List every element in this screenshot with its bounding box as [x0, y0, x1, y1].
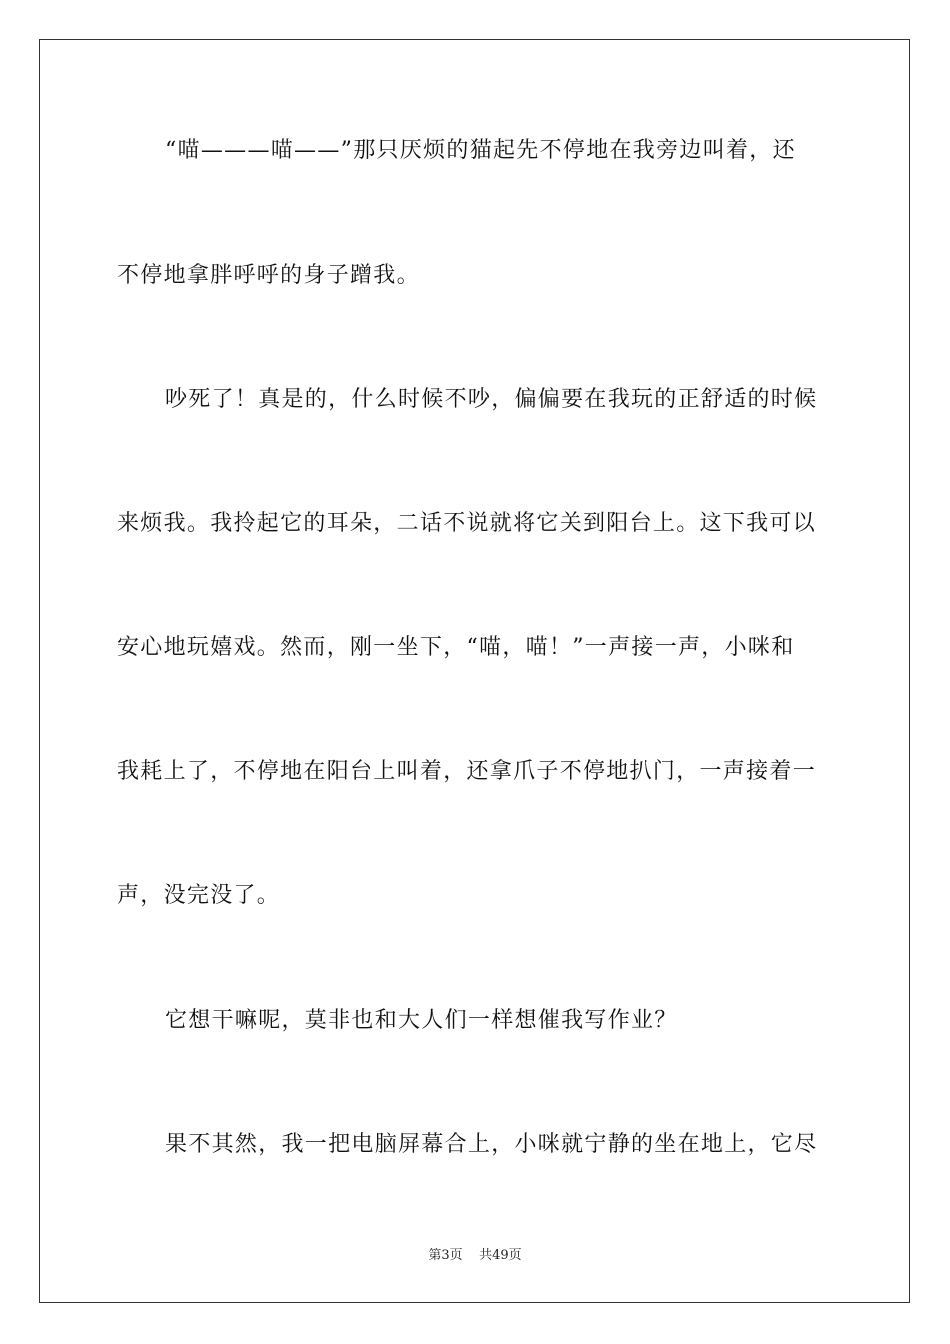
- text-line: “喵———喵——”那只厌烦的猫起先不停地在我旁边叫着，还: [165, 138, 796, 163]
- text-line: 它想干嘛呢，莫非也和大人们一样想催我写作业？: [165, 1008, 678, 1033]
- page-footer: [0, 1247, 950, 1265]
- text-line: 不停地拿胖呼呼的身子蹭我。: [117, 263, 420, 288]
- total-pages: 共49页: [479, 1248, 522, 1263]
- text-line: 安心地玩嬉戏。然而，刚一坐下，“喵，喵！”一声接一声，小咪和: [117, 635, 795, 660]
- text-line: 来烦我。我拎起它的耳朵，二话不说就将它关到阳台上。这下我可以: [117, 511, 817, 536]
- text-line: 吵死了！真是的，什么时候不吵，偏偏要在我玩的正舒适的时候: [165, 387, 818, 412]
- page-number: 第3页: [428, 1248, 463, 1263]
- text-line: 声，没完没了。: [117, 883, 281, 908]
- page-border: [39, 39, 910, 1303]
- text-line: 果不其然，我一把电脑屏幕合上，小咪就宁静的坐在地上，它尽: [165, 1132, 818, 1157]
- text-line: 我耗上了，不停地在阳台上叫着，还拿爪子不停地扒门，一声接着一: [117, 759, 817, 784]
